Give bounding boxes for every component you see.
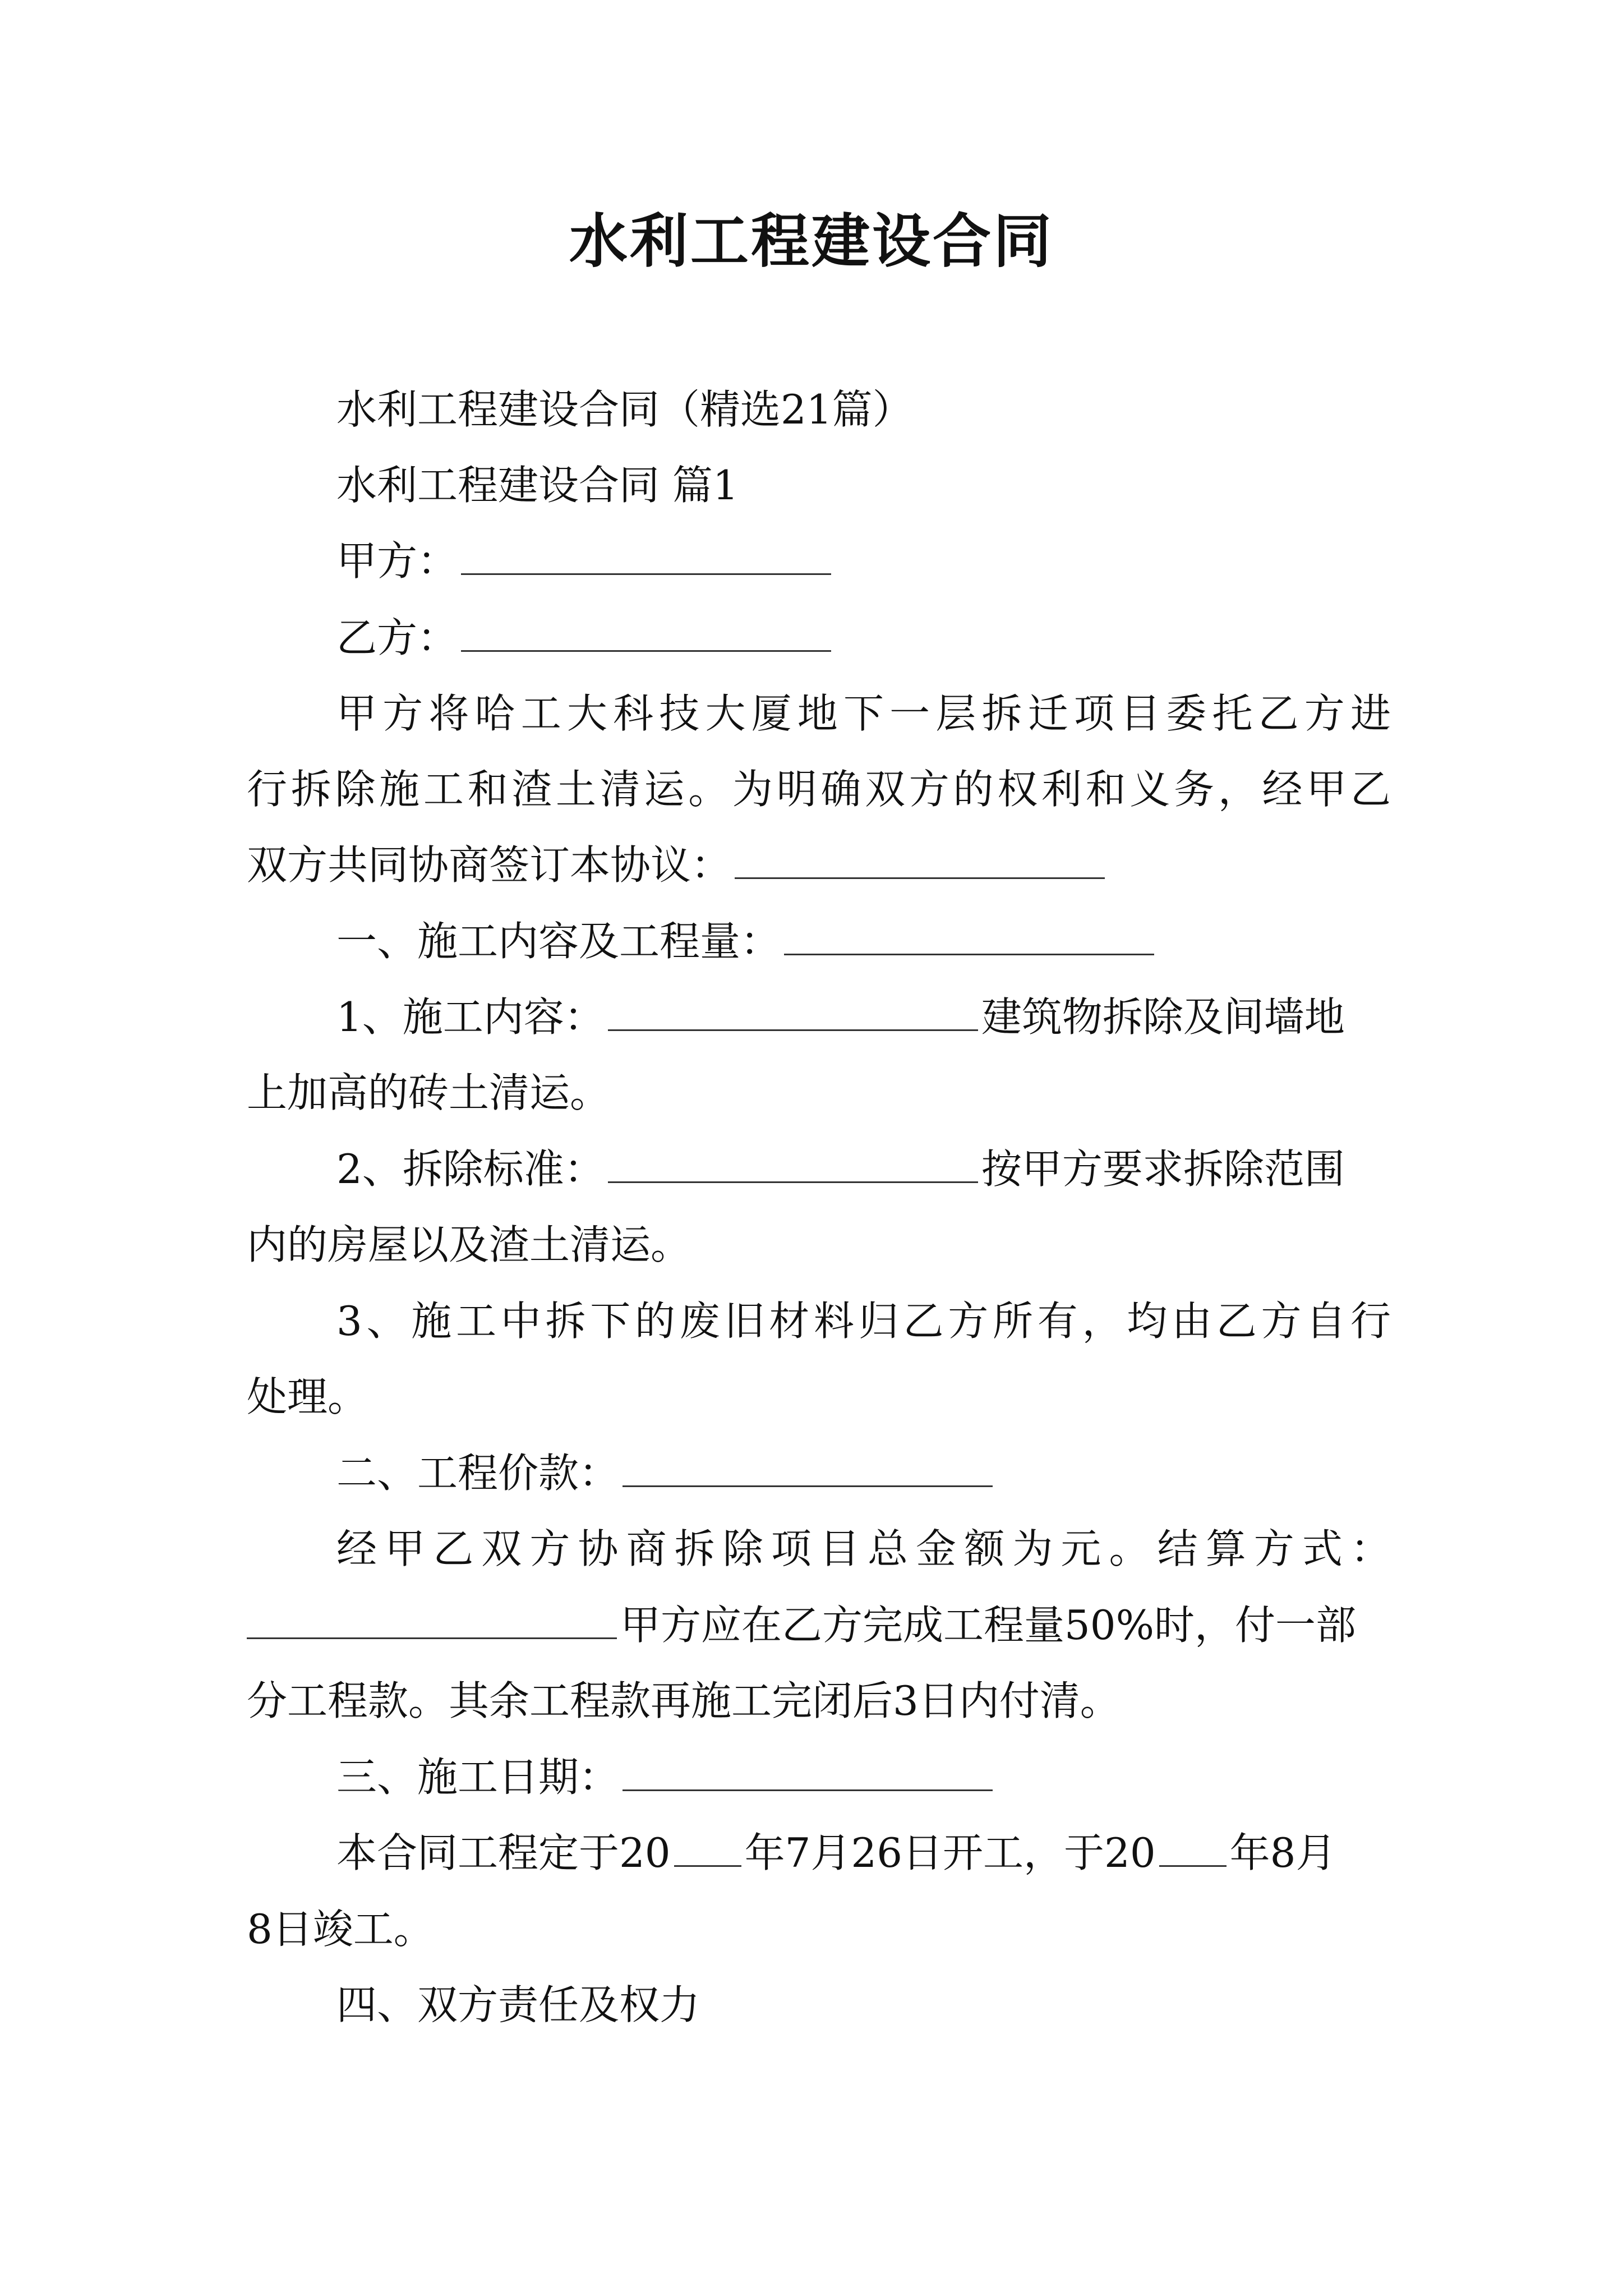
agreement-blank [735, 837, 1105, 879]
party-a-line [336, 533, 1391, 589]
party-b-blank [461, 610, 831, 652]
party-a-label: 甲方： [336, 537, 458, 585]
paragraph-line [336, 1825, 1391, 1881]
section-blank [623, 1445, 993, 1487]
year-blank [674, 1825, 741, 1867]
item-text: 建筑物拆除及间墙地 [981, 993, 1345, 1041]
section-heading: 四、双方责任及权力 [336, 1981, 700, 2028]
section-heading [336, 1749, 1391, 1805]
paragraph-line: 8日竣工。 [247, 1906, 434, 1953]
section-heading [336, 1445, 1391, 1501]
paragraph-line: 3、施工中拆下的废旧材料归乙方所有，均由乙方自行 [336, 1297, 1391, 1345]
party-a-blank [461, 533, 831, 575]
paragraph-line: 分工程款。其余工程款再施工完闭后3日内付清。 [247, 1677, 1121, 1724]
paragraph-line: 处理。 [247, 1373, 368, 1420]
item-label: 2、拆除标准： [336, 1145, 605, 1193]
paragraph-line: 行拆除施工和渣土清运。为明确双方的权利和义务，经甲乙 [247, 766, 1391, 813]
section-label: 三、施工日期： [336, 1754, 620, 1801]
paragraph-line [336, 1141, 1391, 1197]
paragraph-line: 甲方将哈工大科技大厦地下一层拆迁项目委托乙方进 [336, 690, 1391, 737]
section-blank [784, 913, 1154, 955]
paragraph-line [247, 837, 1391, 893]
document-title: 水利工程建设合同 [569, 206, 1054, 275]
party-b-label: 乙方： [336, 614, 458, 661]
paragraph-line: 上加高的砖土清运。 [247, 1069, 611, 1116]
section-blank [623, 1749, 993, 1791]
paragraph-line: 经甲乙双方协商拆除项目总金额为元。结算方式： [336, 1525, 1391, 1572]
paragraph-line [336, 989, 1391, 1045]
paragraph-line: 内的房屋以及渣土清运。 [247, 1221, 691, 1268]
item-label: 1、施工内容： [336, 993, 605, 1041]
subtitle: 水利工程建设合同（精选21篇） [336, 386, 913, 433]
section-heading: 水利工程建设合同 篇1 [336, 462, 739, 509]
item-text: 按甲方要求拆除范围 [981, 1145, 1345, 1193]
section-heading [336, 913, 1391, 969]
settlement-blank [247, 1597, 617, 1639]
settlement-text: 甲方应在乙方完成工程量50%时，付一部 [620, 1602, 1357, 1649]
section-label: 二、工程价款： [336, 1450, 620, 1497]
agreement-label: 双方共同协商签订本协议： [247, 841, 732, 889]
date-text: 本合同工程定于20 [336, 1829, 671, 1876]
party-b-line [336, 610, 1391, 666]
item-blank [608, 1141, 978, 1183]
date-text: 年7月26日开工，于20 [744, 1829, 1156, 1876]
item-blank [608, 989, 978, 1031]
section-label: 一、施工内容及工程量： [336, 918, 781, 965]
paragraph-line [247, 1597, 1391, 1653]
year-blank [1159, 1825, 1227, 1867]
date-text: 年8月 [1229, 1829, 1336, 1876]
